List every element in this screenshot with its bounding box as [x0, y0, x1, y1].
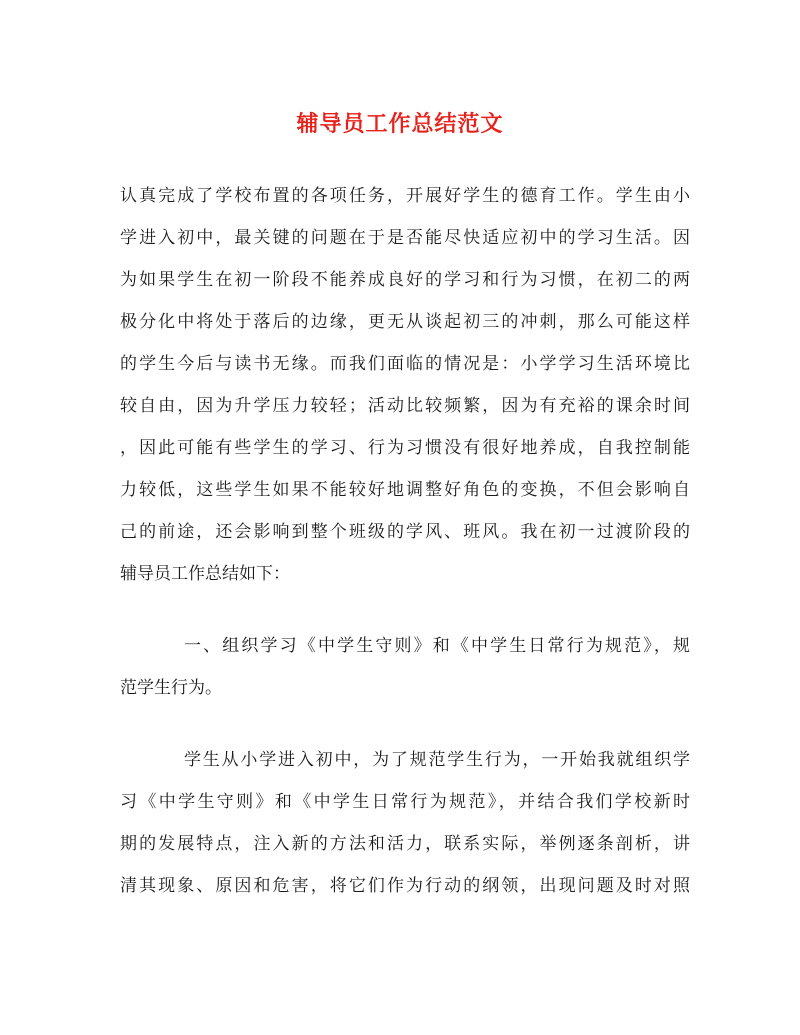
- paragraph-2-line: 习《中学生守则》和《中学生日常行为规范》，并结合我们学校新时: [120, 792, 690, 812]
- paragraph-1-line: 为如果学生在初一阶段不能养成良好的学习和行为习惯，在初二的两: [120, 270, 690, 290]
- paragraph-1-line: 学进入初中，最关键的问题在于是否能尽快适应初中的学习生活。因: [120, 228, 690, 248]
- document-title: 辅导员工作总结范文: [296, 111, 504, 137]
- paragraph-1-line: 辅导员工作总结如下：: [120, 564, 290, 584]
- paragraph-1-line: 的学生今后与读书无缘。而我们面临的情况是：小学学习生活环境比: [120, 354, 690, 374]
- section-heading-line: 范学生行为。: [120, 678, 222, 698]
- paragraph-1-line: ，因此可能有些学生的学习、行为习惯没有很好地养成，自我控制能: [120, 438, 690, 458]
- paragraph-1-line: 力较低，这些学生如果不能较好地调整好角色的变换，不但会影响自: [120, 480, 690, 500]
- paragraph-1-line: 认真完成了学校布置的各项任务，开展好学生的德育工作。学生由小: [120, 186, 690, 206]
- paragraph-2-line: 期的发展特点，注入新的方法和活力，联系实际，举例逐条剖析，讲: [120, 834, 690, 854]
- section-heading-line: 一、组织学习《中学生守则》和《中学生日常行为规范》，规: [184, 636, 690, 656]
- paragraph-2-line: 清其现象、原因和危害，将它们作为行动的纲领，出现问题及时对照: [120, 876, 690, 896]
- paragraph-2-line: 学生从小学进入初中，为了规范学生行为，一开始我就组织学: [184, 750, 690, 770]
- paragraph-1-line: 己的前途，还会影响到整个班级的学风、班风。我在初一过渡阶段的: [120, 522, 690, 542]
- paragraph-1-line: 较自由，因为升学压力较轻；活动比较频繁，因为有充裕的课余时间: [120, 396, 690, 416]
- paragraph-1-line: 极分化中将处于落后的边缘，更无从谈起初三的冲刺，那么可能这样: [120, 312, 690, 332]
